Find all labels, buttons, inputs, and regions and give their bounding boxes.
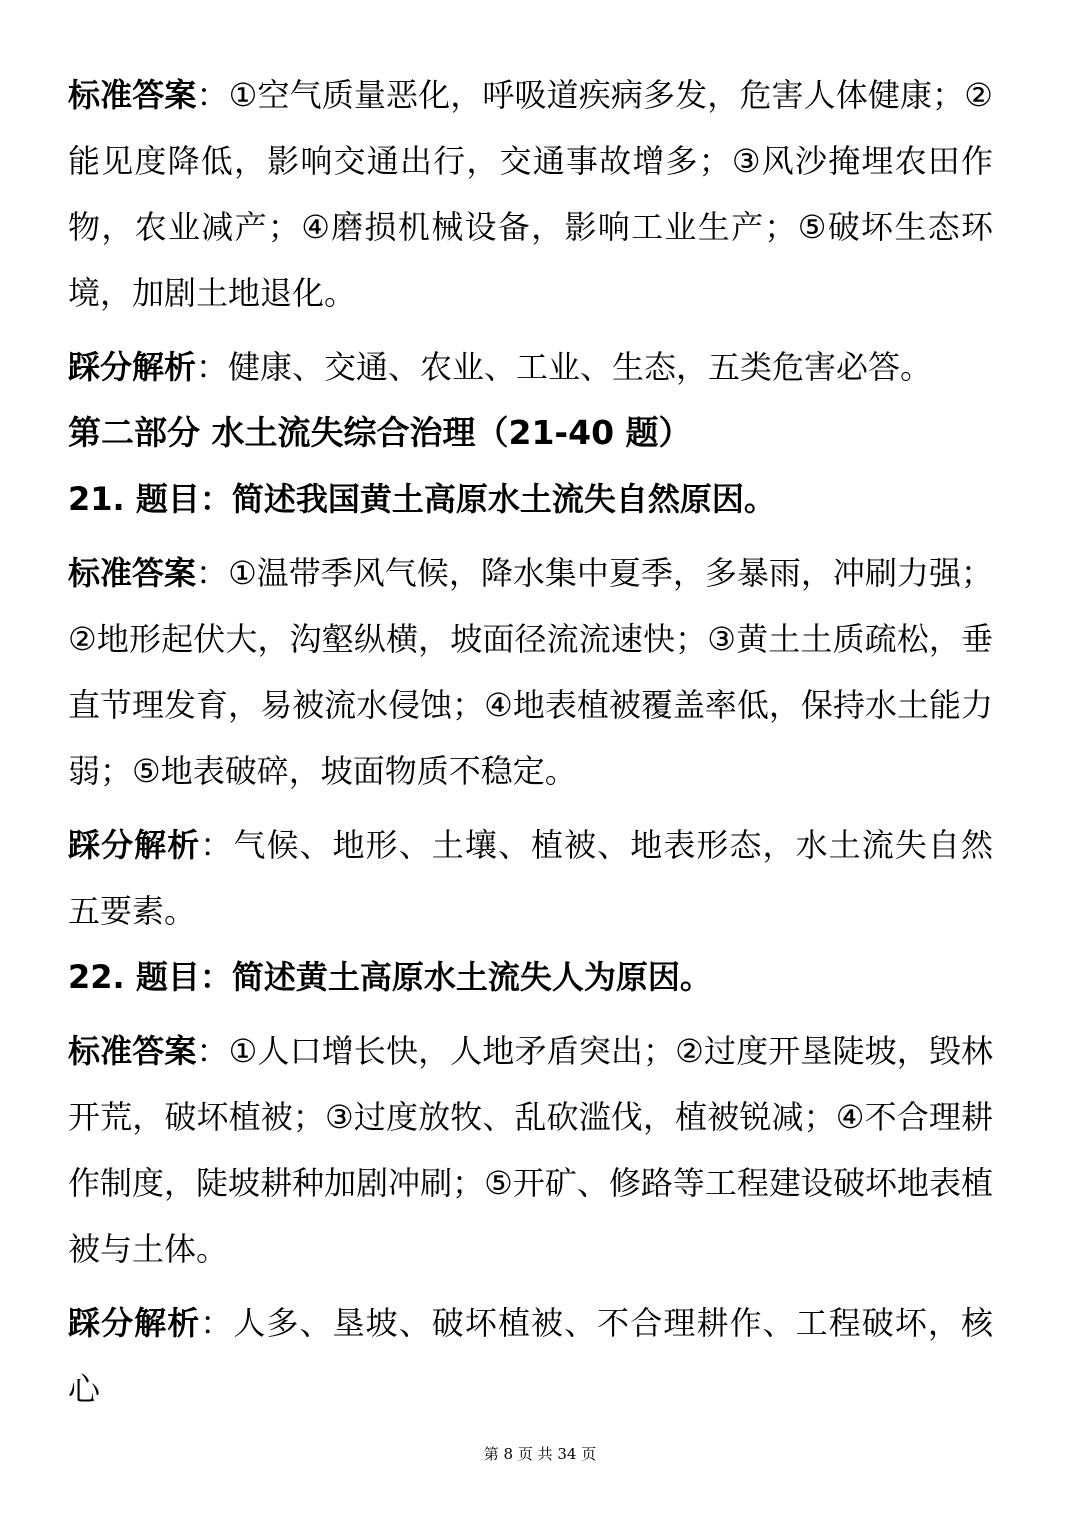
- analysis-paragraph: [68, 334, 993, 400]
- label-separator: ：: [196, 348, 229, 386]
- answer-label: 标准答案: [68, 554, 197, 592]
- analysis-paragraph: [68, 1290, 993, 1422]
- question-title: 22. 题目：简述黄土高原水土流失人为原因。: [68, 958, 712, 996]
- answer-paragraph: [68, 540, 993, 804]
- section-heading: 第二部分 水土流失综合治理（21-40 题）: [68, 413, 692, 452]
- page-footer: 第 8 页 共 34 页: [483, 1445, 597, 1463]
- label-separator: ：: [196, 554, 229, 592]
- label-separator: ：: [200, 826, 234, 864]
- label-separator: ：: [196, 76, 229, 114]
- answer-paragraph: [68, 1018, 993, 1282]
- answer-text: ①人口增长快，人地矛盾突出；②过度开垦陡坡，毁林开荒，破坏植被；③过度放牧、乱砍滥伐，植被锐减；④不合理耕作制度，陡坡耕种加剧冲刷；⑤开矿、修路等工程建设破坏地表植被与土体。: [68, 1032, 993, 1268]
- analysis-text: 气候、地形、土壤、植被、地表形态，水土流失自然五要素。: [68, 826, 993, 930]
- answer-label: 标准答案: [68, 1032, 197, 1070]
- label-separator: ：: [200, 1304, 234, 1342]
- label-separator: ：: [196, 1032, 229, 1070]
- answer-paragraph: [68, 62, 993, 326]
- analysis-label: 踩分解析: [68, 348, 197, 386]
- answer-text: ①空气质量恶化，呼吸道疾病多发，危害人体健康；②能见度降低，影响交通出行，交通事故增多；③风沙掩埋农田作物，农业减产；④磨损机械设备，影响工业生产；⑤破坏生态环境，加剧土地退化。: [68, 76, 993, 312]
- answer-label: 标准答案: [68, 76, 197, 114]
- analysis-paragraph: [68, 812, 993, 944]
- question-title: 21. 题目：简述我国黄土高原水土流失自然原因。: [68, 480, 776, 518]
- document-page: [68, 62, 993, 1422]
- answer-text: ①温带季风气候，降水集中夏季，多暴雨，冲刷力强；②地形起伏大，沟壑纵横，坡面径流流速快；③黄土土质疏松，垂直节理发育，易被流水侵蚀；④地表植被覆盖率低，保持水土能力弱；⑤地表破碎，坡面物质不稳定。: [68, 554, 993, 790]
- analysis-text: 人多、垦坡、破坏植被、不合理耕作、工程破坏，核心: [68, 1304, 993, 1408]
- analysis-label: 踩分解析: [68, 826, 201, 864]
- analysis-label: 踩分解析: [68, 1304, 201, 1342]
- analysis-text: 健康、交通、农业、工业、生态，五类危害必答。: [228, 348, 933, 386]
